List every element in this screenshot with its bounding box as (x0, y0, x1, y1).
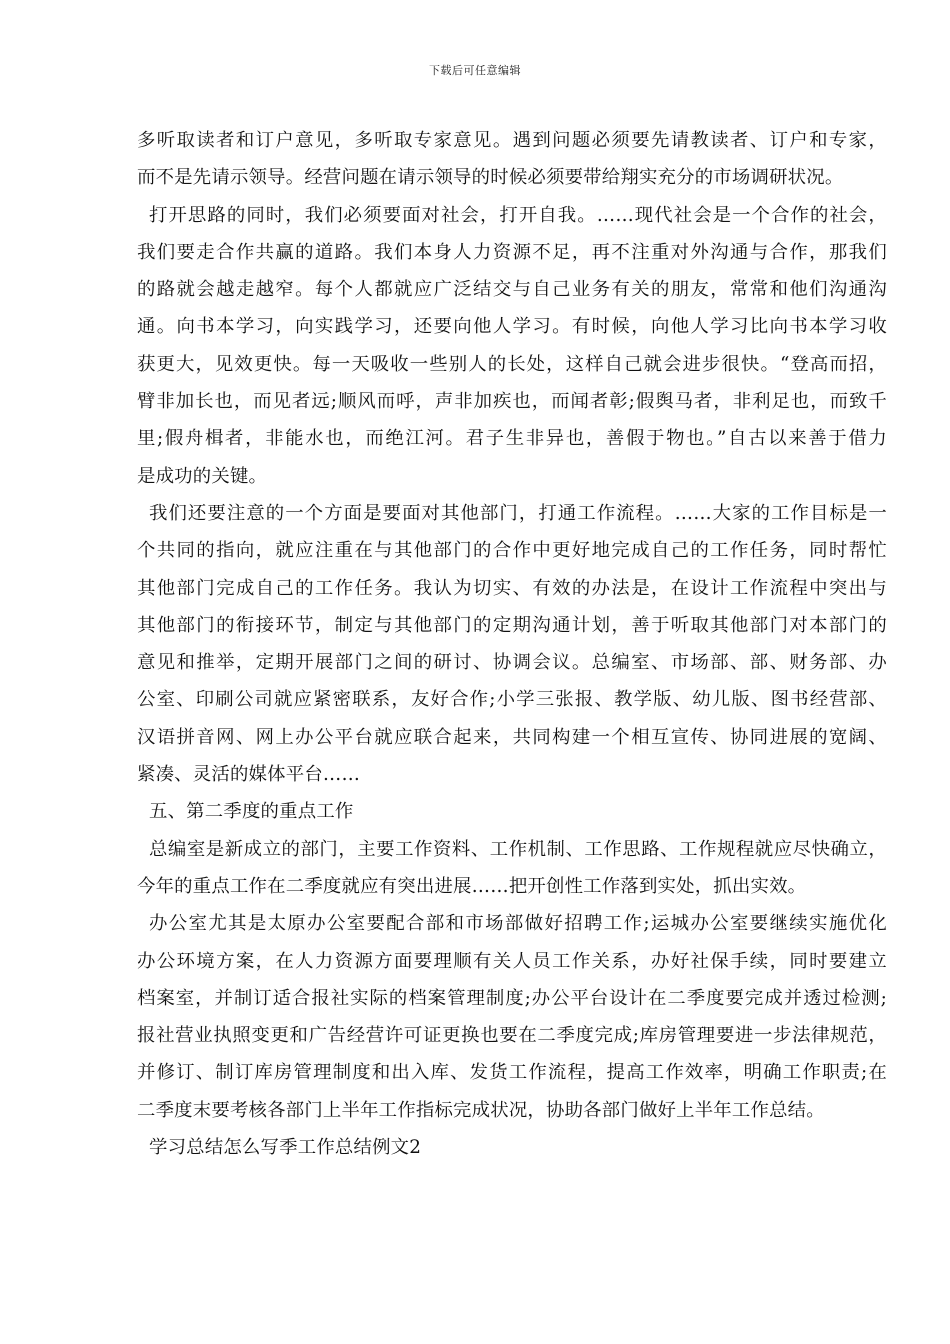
text-line: 是成功的关键。 (137, 465, 268, 487)
text-line: 多听取读者和订户意见，多听取专家意见。遇到问题必须要先请教读者、订户和专家， (137, 130, 887, 151)
text-line: 档案室，并制订适合报社实际的档案管理制度;办公平台设计在二季度要完成并透过检测; (137, 987, 887, 1009)
text-line: 并修订、制订库房管理制度和出入库、发货工作流程，提高工作效率，明确工作职责;在 (137, 1062, 887, 1084)
text-line: 总编室是新成立的部门，主要工作资料、工作机制、工作思路、工作规程就应尽快确立， (149, 838, 887, 860)
section-heading: 五、第二季度的重点工作 (149, 801, 354, 823)
text-line: 其他部门完成自己的工作任务。我认为切实、有效的办法是，在设计工作流程中突出与 (137, 577, 887, 599)
text-line: 办公环境方案，在人力资源方面要理顺有关人员工作关系，办好社保手续，同时要建立 (137, 950, 887, 972)
text-line: 我们要走合作共赢的道路。我们本身人力资源不足，再不注重对外沟通与合作，那我们 (137, 241, 887, 263)
text-line: 的路就会越走越窄。每个人都就应广泛结交与自己业务有关的朋友，常常和他们沟通沟 (137, 279, 887, 301)
text-line: 二季度末要考核各部门上半年工作指标完成状况，协助各部门做好上半年工作总结。 (137, 1099, 825, 1121)
text-line: 里;假舟楫者，非能水也，而绝江河。君子生非异也，善假于物也。”自古以来善于借力 (137, 428, 887, 450)
text-line: 办公室尤其是太原办公室要配合部和市场部做好招聘工作;运城办公室要继续实施优化 (149, 913, 887, 935)
page-header: 下载后可任意编辑 (429, 64, 521, 77)
text-line: 意见和推举，定期开展部门之间的研讨、协调会议。总编室、市场部、部、财务部、办 (137, 652, 887, 674)
text-line: 紧凑、灵活的媒体平台…… (137, 764, 361, 786)
text-line: 我们还要注意的一个方面是要面对其他部门，打通工作流程。……大家的工作目标是一 (149, 502, 887, 524)
text-line: 而不是先请示领导。经营问题在请示领导的时候必须要带给翔实充分的市场调研状况。 (137, 167, 844, 189)
text-line: 获更大，见效更快。每一天吸收一些别人的长处，这样自己就会进步很快。“登高而招， (137, 353, 887, 375)
text-line: 公室、印刷公司就应紧密联系，友好合作;小学三张报、教学版、幼儿版、图书经营部、 (137, 689, 887, 711)
text-line: 通。向书本学习，向实践学习，还要向他人学习。有时候，向他人学习比向书本学习收 (137, 316, 887, 338)
text-line: 个共同的指向，就应注重在与其他部门的合作中更好地完成自己的工作任务，同时帮忙 (137, 540, 887, 562)
text-line: 今年的重点工作在二季度就应有突出进展……把开创性工作落到实处，抓出实效。 (137, 875, 807, 897)
text-line: 报社营业执照变更和广告经营许可证更换也要在二季度完成;库房管理要进一步法律规范， (137, 1025, 887, 1047)
section-heading: 学习总结怎么写季工作总结例文2 (149, 1137, 422, 1159)
document-body (137, 122, 887, 1166)
text-line: 其他部门的衔接环节，制定与其他部门的定期沟通计划，善于听取其他部门对本部门的 (137, 614, 887, 636)
text-line: 打开思路的同时，我们必须要面对社会，打开自我。……现代社会是一个合作的社会， (149, 204, 887, 226)
text-line: 汉语拼音网、网上办公平台就应联合起来，共同构建一个相互宣传、协同进展的宽阔、 (137, 726, 887, 748)
text-line: 臂非加长也，而见者远;顺风而呼，声非加疾也，而闻者彰;假舆马者，非利足也，而致千 (137, 391, 887, 413)
